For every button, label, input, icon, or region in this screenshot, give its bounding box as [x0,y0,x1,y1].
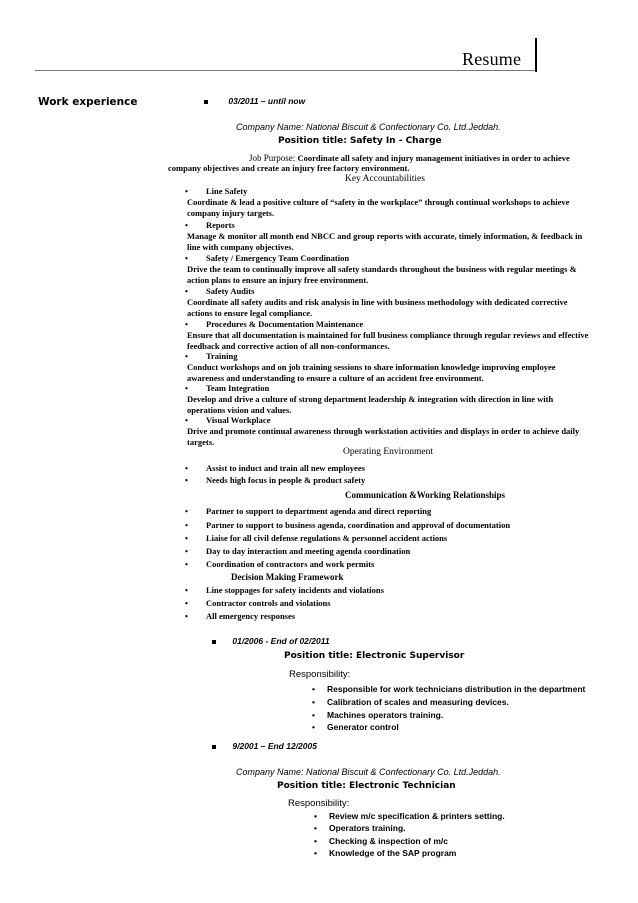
bullet-icon: • [314,823,317,833]
bullet-icon: • [185,286,188,296]
communication-item-4-text: Coordination of contractors and work permits [206,559,375,569]
accountability-5-line1: Conduct workshops and on job training sessions to share information knowledge improving employee [187,362,556,372]
accountability-7-title-text: Visual Workplace [206,415,271,425]
job3-item-2-text: Checking & inspection of m/c [329,836,449,846]
bullet-icon: • [314,836,317,846]
accountability-4-title-text: Procedures & Documentation Maintenance [206,319,364,329]
job3-item-1-text: Operators training. [329,823,406,833]
bullet-icon: • [312,697,315,707]
accountability-1-line2: line with company objectives. [187,242,294,252]
accountabilities-heading: Key Accountabilities [345,174,425,184]
accountability-0-line1: Coordinate & lead a positive culture of “safety in the workplace” through continual workshops to achieve [187,197,570,207]
operating-heading: Operating Environment [343,447,433,457]
bullet-icon: • [185,546,188,556]
bullet-icon: • [185,506,188,516]
page-title: Resume [462,49,522,69]
accountability-5-title-text: Training [206,351,238,361]
accountability-4-line2: feedback and corrective action of all non-conformances. [187,341,390,351]
job1-company: Company Name: National Biscuit & Confectionary Co. Ltd.Jeddah. [236,122,501,132]
accountability-2-title-text: Safety / Emergency Team Coordination [206,253,350,263]
job3-company: Company Name: National Biscuit & Confectionary Co. Ltd.Jeddah. [236,767,501,777]
square-bullet-icon [212,640,216,644]
accountability-6-title-text: Team Integration [206,383,270,393]
accountability-6-line1: Develop and drive a culture of strong department leadership & integration with direction in line with [187,394,554,404]
job2-responsibility-label: Responsibility: [289,669,351,680]
accountability-2-line2: action plans to ensure an injury free environment. [187,275,369,285]
job1-purpose-text1: Coordinate all safety and injury management initiatives in order to achieve [297,153,570,163]
bullet-icon: • [185,351,188,361]
decision-item-2-text: All emergency responses [206,611,296,621]
accountability-0-line2: company injury targets. [187,208,275,218]
accountability-0-title-text: Line Safety [206,186,248,196]
bullet-icon: • [185,415,188,425]
bullet-icon: • [185,559,188,569]
header-divider-horizontal [35,70,535,71]
decision-heading: Decision Making Framework [231,572,344,582]
operating-item-1-text: Needs high focus in people & product safety [206,475,366,485]
communication-item-1-text: Partner to support to business agenda, coordination and approval of documentation [206,520,511,530]
job1-purpose-line1 [249,153,570,163]
job1-period [204,96,305,106]
bullet-icon: • [185,520,188,530]
section-label-work-experience: Work experience [38,96,138,108]
communication-item-2-text: Liaise for all civil defense regulations & personnel accident actions [206,533,448,543]
bullet-icon: • [185,253,188,263]
decision-item-0-text: Line stoppages for safety incidents and violations [206,585,384,595]
job2-item-3-text: Generator control [327,722,399,732]
bullet-icon: • [185,475,188,485]
square-bullet-icon [212,745,216,749]
job3-period-text: 9/2001 – End 12/2005 [232,741,317,751]
communication-item-0-text: Partner to support to department agenda and direct reporting [206,506,432,516]
job1-purpose-label: Job Purpose: [249,153,296,163]
accountability-3-line1: Coordinate all safety audits and risk analysis in line with business methodology with dedicated corrective [187,297,568,307]
bullet-icon: • [185,611,188,621]
job3-item-3-text: Knowledge of the SAP program [329,848,457,858]
accountability-1-title-text: Reports [206,220,235,230]
job2-item-0-text: Responsible for work technicians distribution in the department [327,684,586,694]
accountability-4-line1: Ensure that all documentation is maintained for full business compliance through regular reviews and effective [187,330,589,340]
accountability-1-line1: Manage & monitor all month end NBCC and group reports with accurate, timely information, & feedback in [187,231,583,241]
accountability-7-line2: targets. [187,437,215,447]
job3-responsibility-label: Responsibility: [288,798,350,809]
bullet-icon: • [312,722,315,732]
decision-item-1-text: Contractor controls and violations [206,598,331,608]
accountability-5-line2: awareness and understanding to ensure a culture of an accident free environment. [187,373,484,383]
bullet-icon: • [312,710,315,720]
header-divider-vertical [535,38,537,72]
square-bullet-icon [204,100,208,104]
job3-position-title: Position title: Electronic Technician [277,781,456,791]
job2-item-1-text: Calibration of scales and measuring devices. [327,697,509,707]
bullet-icon: • [185,383,188,393]
job2-item-2-text: Machines operators training. [327,710,444,720]
communication-heading: Communication &Working Relationships [345,490,506,500]
job1-purpose-line2: company objectives and create an injury free factory environment. [168,163,410,173]
accountability-7-line1: Drive and promote continual awareness through workstation activities and displays in order to achieve daily [187,426,580,436]
operating-item-0-text: Assist to induct and train all new employees [206,463,365,473]
bullet-icon: • [312,684,315,694]
accountability-3-line2: actions to ensure legal compliance. [187,308,313,318]
job2-period-text: 01/2006 - End of 02/2011 [232,636,330,646]
bullet-icon: • [314,811,317,821]
accountability-3-title-text: Safety Audits [206,286,255,296]
communication-item-3-text: Day to day interaction and meeting agenda coordination [206,546,411,556]
accountability-2-line1: Drive the team to continually improve all safety standards throughout the business with regular meetings & [187,264,577,274]
job3-period [212,741,317,751]
job1-position-title: Position title: Safety In - Charge [278,136,442,146]
accountability-6-line2: operations vision and values. [187,405,292,415]
job2-position-title: Position title: Electronic Supervisor [284,651,465,661]
job2-period [212,636,330,646]
bullet-icon: • [185,463,188,473]
bullet-icon: • [185,319,188,329]
bullet-icon: • [185,585,188,595]
bullet-icon: • [185,186,188,196]
bullet-icon: • [185,533,188,543]
bullet-icon: • [185,598,188,608]
bullet-icon: • [314,848,317,858]
bullet-icon: • [185,220,188,230]
job3-item-0-text: Review m/c specification & printers setting. [329,811,505,821]
job1-period-text: 03/2011 – until now [228,96,306,106]
